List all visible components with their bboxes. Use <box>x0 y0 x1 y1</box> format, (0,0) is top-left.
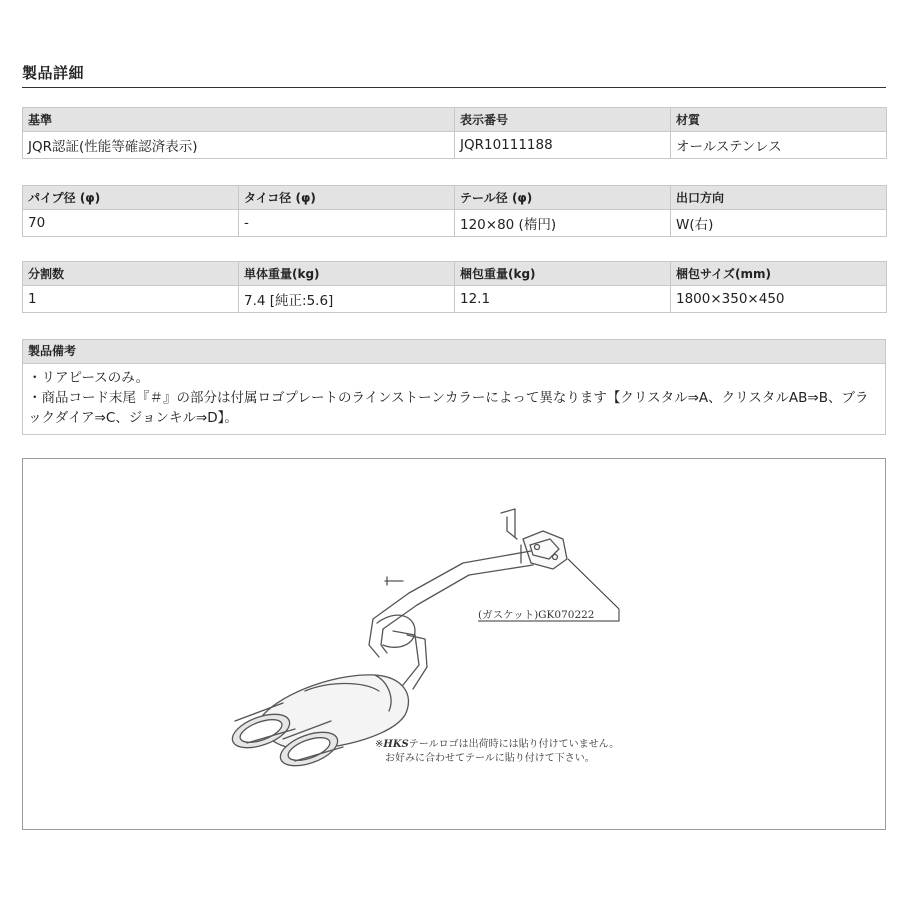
header-unit-weight: 単体重量(kg) <box>239 262 455 286</box>
spec-table-dimensions <box>22 185 887 237</box>
value-package-weight: 12.1 <box>455 286 671 313</box>
note-mark: ※ <box>375 739 384 750</box>
header-exit-direction: 出口方向 <box>671 186 887 210</box>
header-package-size: 梱包サイズ(mm) <box>671 262 887 286</box>
value-unit-weight: 7.4 [純正:5.6] <box>239 286 455 313</box>
value-pipe-diameter: 70 <box>23 210 239 237</box>
value-standard: JQR認証(性能等確認済表示) <box>23 132 455 159</box>
header-standard: 基準 <box>23 108 455 132</box>
header-pipe-diameter: パイプ径 (φ) <box>23 186 239 210</box>
header-material: 材質 <box>671 108 887 132</box>
value-silencer-diameter: - <box>239 210 455 237</box>
logo-note-line-2: お好みに合わせてテールに貼り付けて下さい。 <box>385 753 595 764</box>
notes-header: 製品備考 <box>23 340 885 364</box>
value-package-size: 1800×350×450 <box>671 286 887 313</box>
value-display-number: JQR10111188 <box>455 132 671 159</box>
value-exit-direction: W(右) <box>671 210 887 237</box>
header-tail-diameter: テール径 (φ) <box>455 186 671 210</box>
brand-logo-text: HKS <box>383 739 409 750</box>
product-notes <box>22 339 886 435</box>
spec-table-standard <box>22 107 887 159</box>
exhaust-diagram <box>22 458 886 830</box>
section-title: 製品詳細 <box>22 64 85 82</box>
note-line-2: ・商品コード末尾『＃』の部分は付属ロゴプレートのラインストーンカラーによって異なります【クリスタル⇒A、クリスタルAB⇒B、ブラックダイア⇒C、ジョンキル⇒D】。 <box>28 390 869 426</box>
value-pieces: 1 <box>23 286 239 313</box>
spec-table-weights <box>22 261 887 313</box>
muffler-illustration <box>23 459 885 829</box>
value-material: オールステンレス <box>671 132 887 159</box>
tail-logo-note <box>375 738 619 766</box>
note-line-1: ・リアピースのみ。 <box>28 370 150 386</box>
value-tail-diameter: 120×80 (楕円) <box>455 210 671 237</box>
header-pieces: 分割数 <box>23 262 239 286</box>
header-package-weight: 梱包重量(kg) <box>455 262 671 286</box>
logo-note-line-1: テールロゴは出荷時には貼り付けていません。 <box>408 739 620 750</box>
header-display-number: 表示番号 <box>455 108 671 132</box>
gasket-label: (ガスケット)GK070222 <box>478 609 595 621</box>
title-divider <box>22 87 886 88</box>
header-silencer-diameter: タイコ径 (φ) <box>239 186 455 210</box>
